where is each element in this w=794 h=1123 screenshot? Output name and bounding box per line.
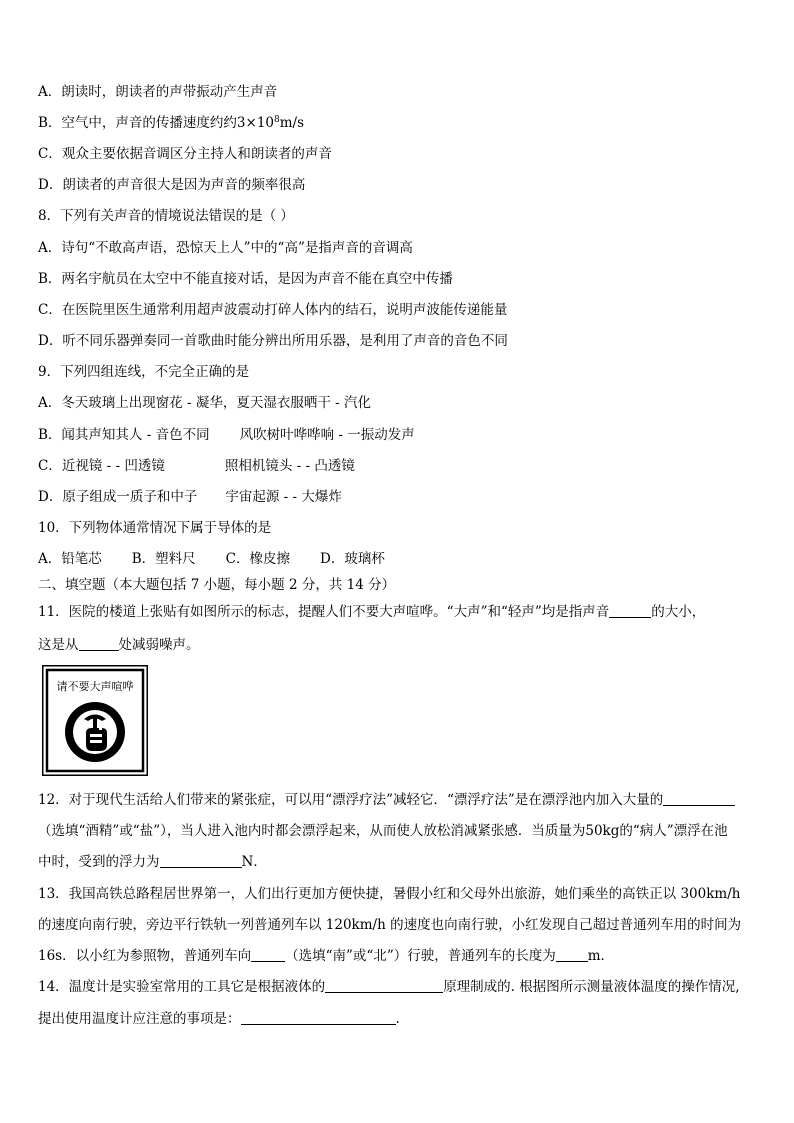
q12-line-3: 中时，受到的浮力为 N． [38,854,267,870]
q7-option-b: B．空气中，声音的传播速度约约$3\times 10^8m/s$ [38,115,305,131]
q7-option-c: C．观众主要依据音调区分主持人和朗读者的声音 [38,146,332,162]
q10-stem: 10．下列物体通常情况下属于导体的是 [38,520,272,536]
q11-blank-2 [79,636,119,651]
q9-option-c: C．近视镜 - - 凹透镜 照相机镜头 - - 凸透镜 [38,458,355,474]
q12-blank-2 [160,853,242,868]
q13-line-2: 的速度向南行驶，旁边平行铁轨一列普通列车以 120km/h 的速度也向南行驶，小红发现自己超过普通列车用的时间为 [38,917,742,933]
q8-stem: 8．下列有关声音的情境说法错误的是（ ） [38,208,294,224]
q12-blank-1 [663,791,735,806]
q12-line-1: 12．对于现代生活给人们带来的紧张症，可以用“漂浮疗法”减轻它．“漂浮疗法”是在漂浮池内加入大量的 [38,791,735,809]
q8-option-c: C．在医院里医生通常利用超声波震动打碎人体内的结石，说明声波能传递能量 [38,302,508,318]
q14-blank-2 [241,1010,396,1025]
q8-option-a: A．诗句“不敢高声语，恐惊天上人”中的“高”是指声音的音调高 [38,240,413,256]
q9-option-b: B．闻其声知其人 - 音色不同 风吹树叶哗哗响 - 一振动发声 [38,427,415,443]
q14-blank-1 [325,978,443,993]
q14-line-2: 提出使用温度计应注意的事项是： . [38,1011,400,1027]
q14-line-1: 14．温度计是实验室常用的工具它是根据液体的 原理制成的. 根据图所示测量液体温度的操作情况, [38,979,740,995]
q9-option-a: A．冬天玻璃上出现窗花 - 凝华，夏天湿衣服晒干 - 汽化 [38,395,372,411]
q11-line-2: 这是从 处减弱噪声。 [38,637,200,653]
q13-blank-1 [251,947,285,962]
q12-line-2: （选填“酒精”或“盐”），当人进入池内时都会漂浮起来，从而使人放松消减紧张感．当质量为50kg的“病人”漂浮在池 [38,823,728,839]
q10-options: A．铅笔芯 B．塑料尺 C．橡皮擦 D．玻璃杯 [38,551,385,567]
section-2-heading: 二、填空题（本大题包括 7 小题，每小题 2 分，共 14 分） [38,577,396,593]
q9-option-d: D．原子组成一质子和中子 宇宙起源 - - 大爆炸 [38,489,342,505]
sign-text: 请不要大声喧哗 [56,680,134,693]
q8-option-d: D．听不同乐器弹奏同一首歌曲时能分辨出所用乐器，是利用了声音的音色不同 [38,333,508,349]
q11-blank-1 [609,603,651,618]
q13-blank-2 [556,947,588,962]
q7-option-d: D．朗读者的声音很大是因为声音的频率很高 [38,177,306,193]
q13-line-1: 13．我国高铁总路程居世界第一，人们出行更加方便快捷，暑假小红和父母外出旅游，她们乘坐的高铁正以 300km/h [38,886,741,902]
q9-stem: 9．下列四组连线，不完全正确的是 [38,364,250,380]
hush-gesture-icon [65,702,125,762]
q11-line-1: 11．医院的楼道上张贴有如图所示的标志，提醒人们不要大声喧哗。“大声”和“轻声”均是指声音 的大小， [38,604,706,620]
quiet-please-sign [42,665,148,776]
q8-option-b: B．两名宇航员在太空中不能直接对话，是因为声音不能在真空中传播 [38,271,453,287]
q7-option-a: A．朗读时，朗读者的声带振动产生声音 [38,84,278,100]
q13-line-3: 16s．以小红为参照物，普通列车向 （选填“南”或“北”）行驶，普通列车的长度为 m． [38,948,615,964]
